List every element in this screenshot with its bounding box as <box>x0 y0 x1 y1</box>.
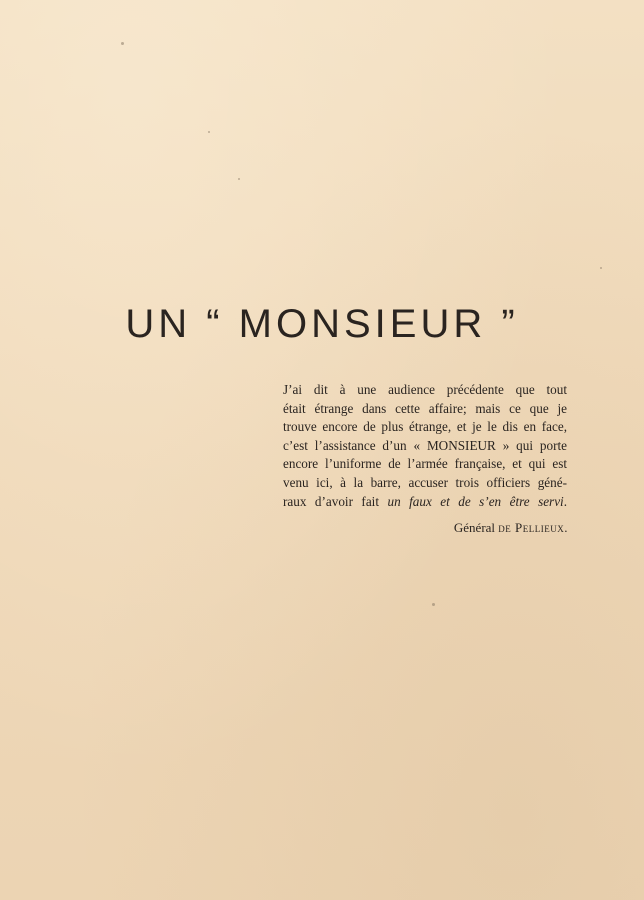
attribution <box>283 520 568 536</box>
epigraph-period: . <box>563 493 568 509</box>
epigraph-line: venu ici, à la barre, accuser trois officiers géné- <box>283 474 567 490</box>
paper-speck <box>238 178 240 180</box>
epigraph-line-text: c’est l’assistance d’un « MONSIEUR » qui porte <box>283 437 567 453</box>
epigraph-last-line <box>283 493 567 512</box>
epigraph-quote <box>283 381 567 511</box>
paper-speck <box>432 603 435 606</box>
paper-speck <box>208 131 210 133</box>
chapter-title: UN “ MONSIEUR ” <box>125 302 519 346</box>
epigraph-italic-phrase: un faux et de s’en être servi <box>387 493 564 509</box>
epigraph-line-text: raux d’avoir fait <box>283 493 380 509</box>
attribution-rank: Général <box>453 520 496 535</box>
epigraph-line: trouve encore de plus étrange, et je le dis en face, <box>283 419 567 435</box>
paper-speck <box>600 267 602 269</box>
epigraph-line: encore l’uniforme de l’armée française, et qui est <box>283 456 567 472</box>
paper-speck <box>121 42 124 45</box>
epigraph-line <box>283 437 567 456</box>
epigraph-line: J’ai dit à une audience précédente que tout <box>283 382 567 397</box>
epigraph-line: était étrange dans cette affaire; mais ce que je <box>283 400 567 416</box>
attribution-name: de Pellieux. <box>498 520 568 535</box>
